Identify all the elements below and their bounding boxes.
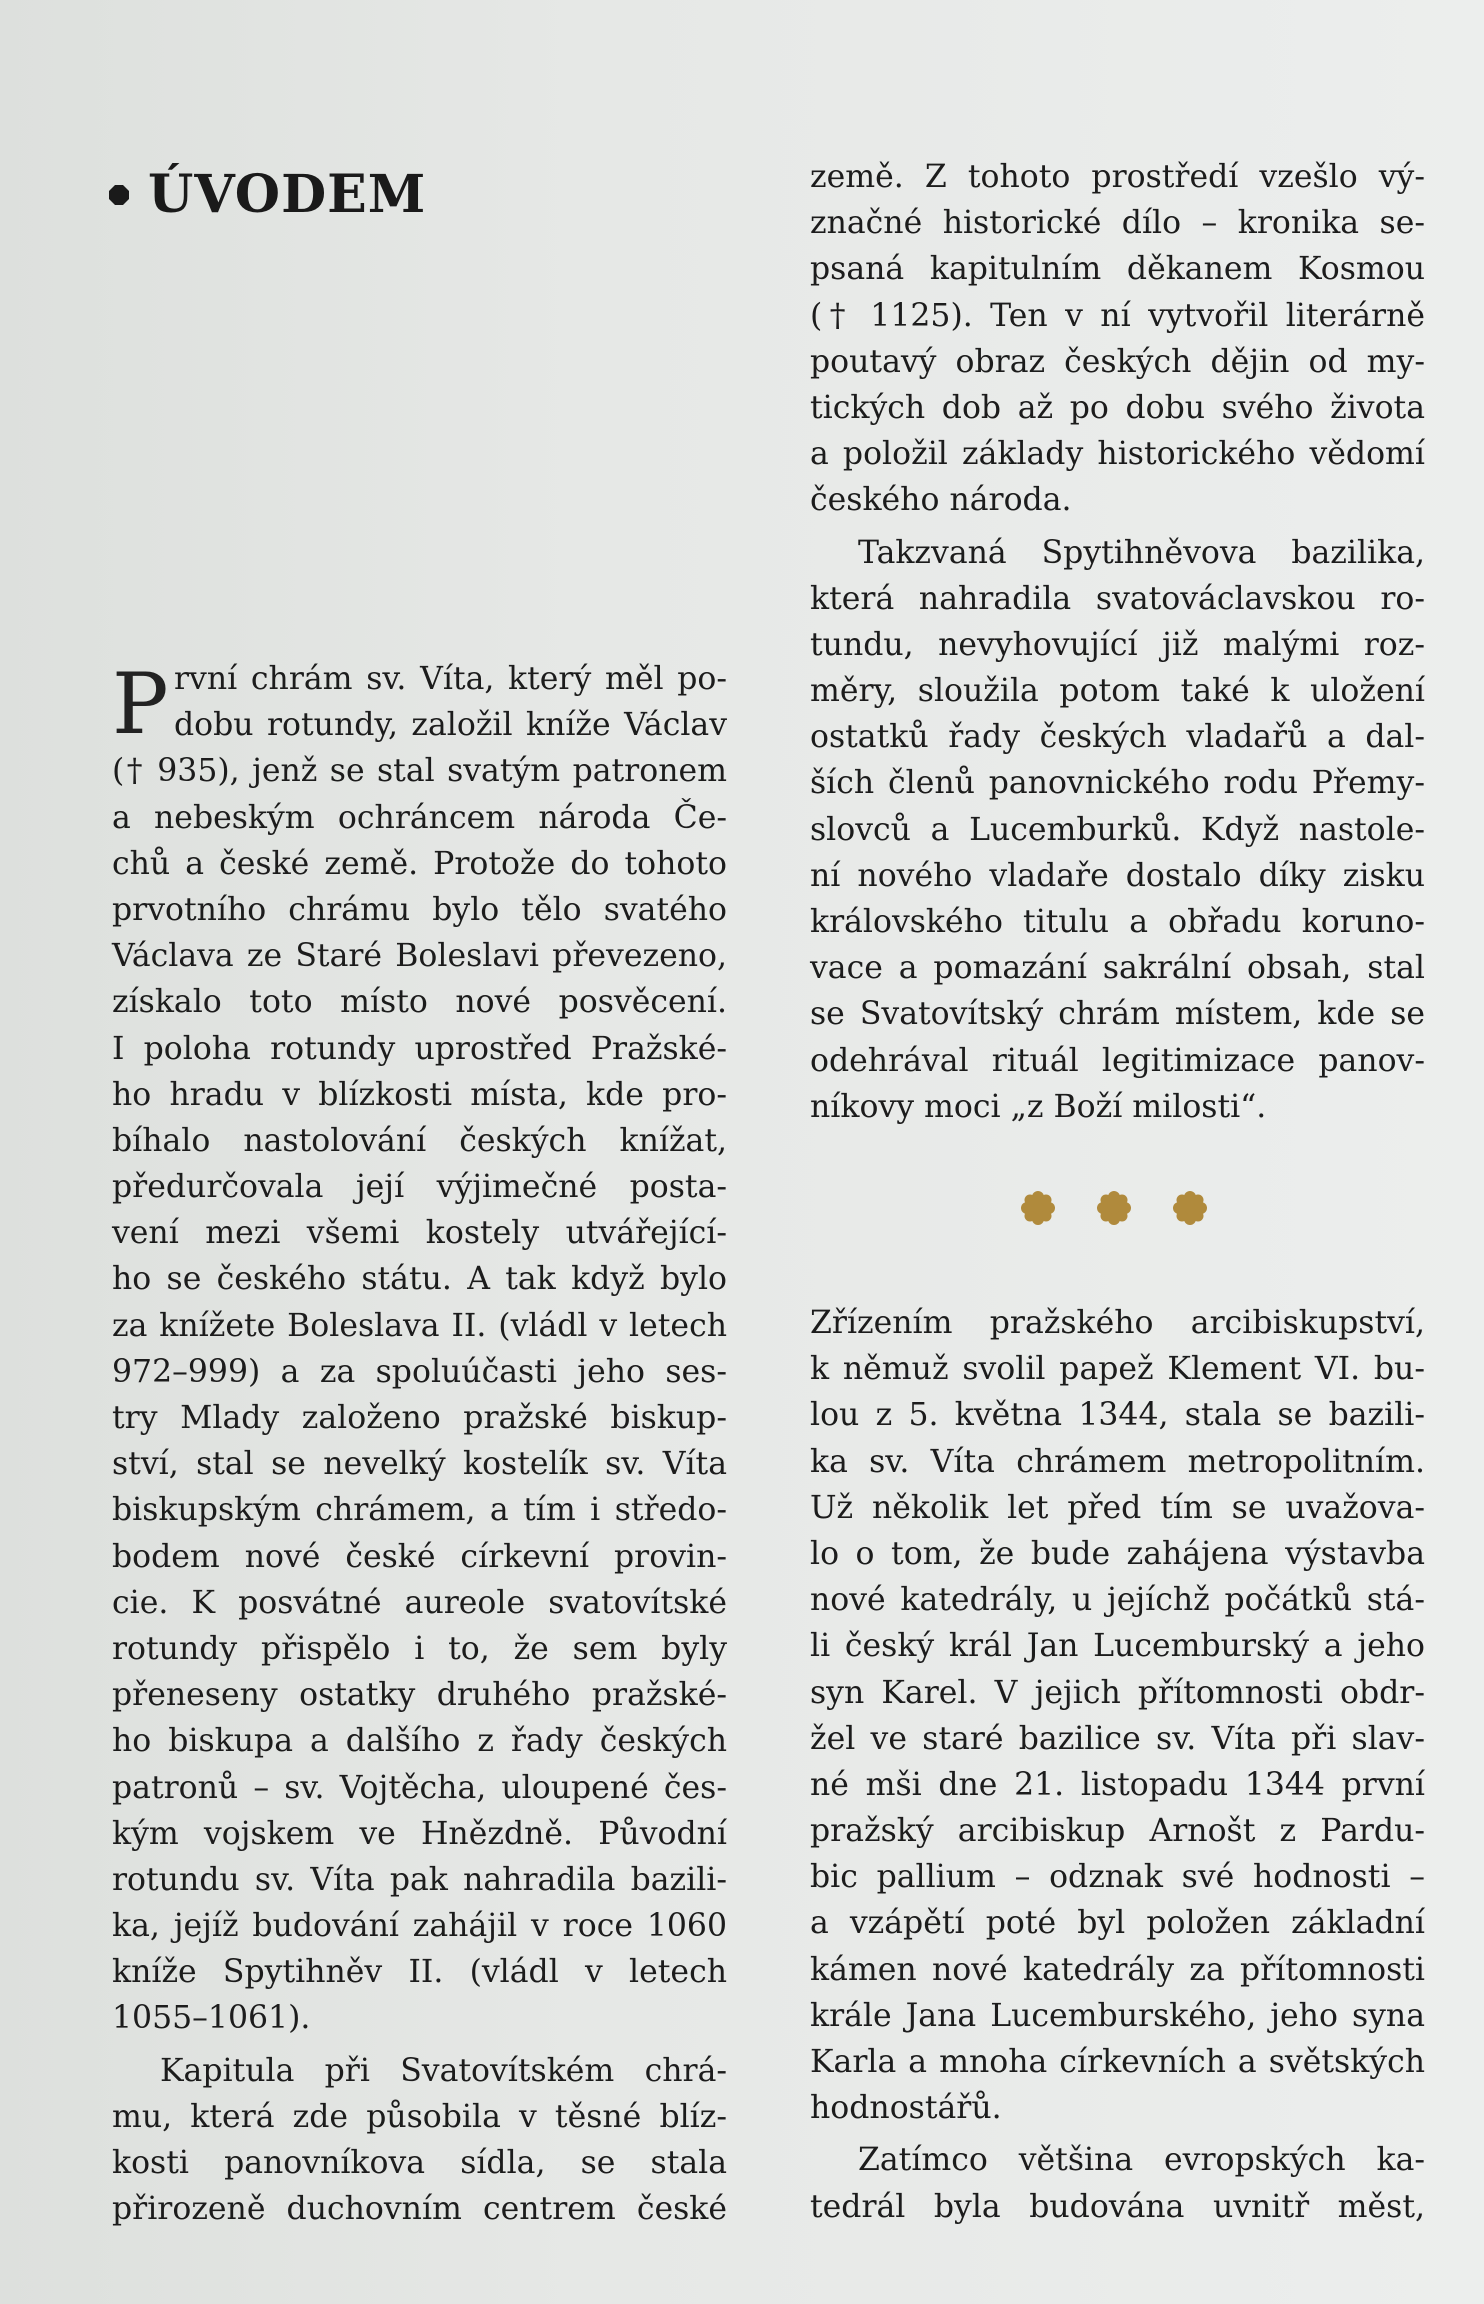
text-line: Zatímco většina evropských ka-	[858, 2142, 1425, 2179]
text-line: a položil základy historického vědomí	[810, 436, 1425, 473]
text-line: a vzápětí poté byl položen základní	[810, 1905, 1425, 1942]
text-line: která nahradila svatováclavskou ro-	[810, 580, 1425, 617]
text-line: Karla a mnoha církevních a světských	[810, 2044, 1425, 2080]
text-line: a nebeským ochráncem národa Če-	[112, 799, 727, 836]
text-line: ho se českého státu. A tak když bylo	[112, 1261, 727, 1298]
text-line: ka sv. Víta chrámem metropolitním.	[810, 1443, 1425, 1480]
flower-ornament-icon	[1020, 1190, 1056, 1226]
text-line: bíhalo nastolování českých knížat,	[112, 1122, 727, 1159]
text-line: českého národa.	[810, 482, 1072, 519]
text-line: se Svatovítský chrám místem, kde se	[810, 996, 1425, 1033]
text-line: tedrál byla budována uvnitř měst,	[810, 2188, 1425, 2225]
text-line: rotundy přispělo i to, že sem byly	[112, 1630, 727, 1667]
text-line: I poloha rotundy uprostřed Pražské-	[112, 1030, 727, 1067]
text-line: patronů – sv. Vojtěcha, uloupené čes-	[112, 1769, 727, 1806]
text-line: cie. K posvátné aureole svatovítské	[112, 1584, 727, 1621]
drop-cap: P	[112, 655, 169, 753]
text-line: níkovy moci „z Boží milosti“.	[810, 1088, 1267, 1125]
text-line: tických dob až po dobu svého života	[810, 389, 1425, 426]
text-line: li český král Jan Lucemburský a jeho	[810, 1628, 1425, 1665]
text-line: tundu, nevyhovující již malými roz-	[810, 626, 1425, 663]
text-line: ka, jejíž budování zahájil v roce 1060	[112, 1908, 727, 1945]
text-line: dobu rotundy, založil kníže Václav	[174, 707, 727, 744]
text-line: vení mezi všemi kostely utvářející-	[112, 1215, 727, 1252]
right-text-column-lower	[810, 1300, 1425, 2230]
text-line: Už několik let před tím se uvažova-	[810, 1489, 1425, 1526]
section-heading	[108, 164, 426, 225]
text-line: ostatků řady českých vladařů a dal-	[810, 719, 1425, 756]
text-line: († 1125). Ten v ní vytvořil literárně	[810, 297, 1425, 334]
text-line: ní nového vladaře dostalo díky zisku	[810, 857, 1425, 894]
text-line: kníže Spytihněv II. (vládl v letech	[112, 1954, 727, 1991]
text-line: rotundu sv. Víta pak nahradila bazili-	[112, 1861, 727, 1898]
text-line: pražský arcibiskup Arnošt z Pardu-	[810, 1813, 1425, 1850]
text-line: Kapitula při Svatovítském chrá-	[160, 2052, 727, 2089]
text-line: lo o tom, že bude zahájena výstavba	[810, 1535, 1425, 1572]
text-line: 1055–1061).	[112, 2000, 311, 2037]
text-line: prvotního chrámu bylo tělo svatého	[112, 891, 727, 928]
flower-ornament-icon	[1172, 1190, 1208, 1226]
text-line: kým vojskem ve Hnězdně. Původní	[112, 1815, 727, 1852]
text-line: vace a pomazání sakrální obsah, stal	[810, 950, 1425, 987]
text-line: bodem nové české církevní provin-	[112, 1538, 727, 1575]
text-line: bic pallium – odznak své hodnosti –	[810, 1859, 1425, 1896]
text-line: země. Z tohoto prostředí vzešlo vý-	[810, 159, 1425, 195]
text-line: přeneseny ostatky druhého pražské-	[112, 1677, 727, 1714]
text-line-content: rvní chrám sv. Víta, který měl po-	[174, 661, 727, 697]
text-line: († 935), jenž se stal svatým patronem	[112, 753, 727, 790]
text-line: předurčovala její výjimečné posta-	[112, 1169, 727, 1206]
text-line: biskupským chrámem, a tím i středo-	[112, 1492, 727, 1529]
text-line: získalo toto místo nové posvěcení.	[112, 984, 727, 1021]
text-line: syn Karel. V jejich přítomnosti obdr-	[810, 1674, 1425, 1711]
text-line: né mši dne 21. listopadu 1344 první	[810, 1766, 1425, 1803]
text-line: nové katedrály, u jejíchž počátků stá-	[810, 1582, 1425, 1619]
text-line: 972–999) a za spoluúčasti jeho ses-	[112, 1353, 727, 1390]
text-line: Takzvaná Spytihněvova bazilika,	[858, 534, 1425, 571]
text-line: královského titulu a obřadu koruno-	[810, 904, 1425, 940]
text-line: ho biskupa a dalšího z řady českých	[112, 1723, 727, 1760]
text-line: kámen nové katedrály za přítomnosti	[810, 1951, 1425, 1988]
text-line: slovců a Lucemburků. Když nastole-	[810, 811, 1425, 848]
text-line: přirozeně duchovním centrem české	[112, 2191, 727, 2228]
text-line: měry, sloužila potom také k uložení	[810, 673, 1425, 710]
text-line: mu, která zde působila v těsné blíz-	[112, 2098, 727, 2135]
section-title: ÚVODEM	[148, 164, 427, 225]
left-text-column	[112, 656, 727, 2232]
text-line: ších členů panovnického rodu Přemy-	[810, 765, 1425, 802]
text-line: žel ve staré bazilice sv. Víta při slav-	[810, 1720, 1425, 1757]
text-line: značné historické dílo – kronika se-	[810, 205, 1425, 242]
text-line: hodnostářů.	[810, 2090, 1002, 2127]
text-line: ho hradu v blízkosti místa, kde pro-	[112, 1076, 727, 1113]
text-line: lou z 5. května 1344, stala se bazili-	[810, 1397, 1425, 1434]
text-line: Václava ze Staré Boleslavi převezeno,	[112, 938, 727, 975]
text-line: ství, stal se nevelký kostelík sv. Víta	[112, 1446, 727, 1483]
flower-ornament-icon	[1096, 1190, 1132, 1226]
right-text-column	[810, 154, 1425, 1130]
text-line: psaná kapitulním děkanem Kosmou	[810, 251, 1425, 288]
text-line: chů a české země. Protože do tohoto	[112, 845, 727, 882]
text-line: k němuž svolil papež Klement VI. bu-	[810, 1351, 1425, 1388]
text-line: poutavý obraz českých dějin od my-	[810, 343, 1425, 380]
text-line: kosti panovníkova sídla, se stala	[112, 2145, 727, 2181]
octagon-bullet-icon	[108, 184, 130, 206]
text-line: try Mlady založeno pražské biskup-	[112, 1400, 727, 1436]
text-line: odehrával rituál legitimizace panov-	[810, 1042, 1425, 1079]
text-line: Zřízením pražského arcibiskupství,	[810, 1305, 1425, 1341]
text-line: za knížete Boleslava II. (vládl v letech	[112, 1307, 727, 1344]
section-ornaments	[1020, 1190, 1208, 1226]
text-line: krále Jana Lucemburského, jeho syna	[810, 1997, 1425, 2034]
